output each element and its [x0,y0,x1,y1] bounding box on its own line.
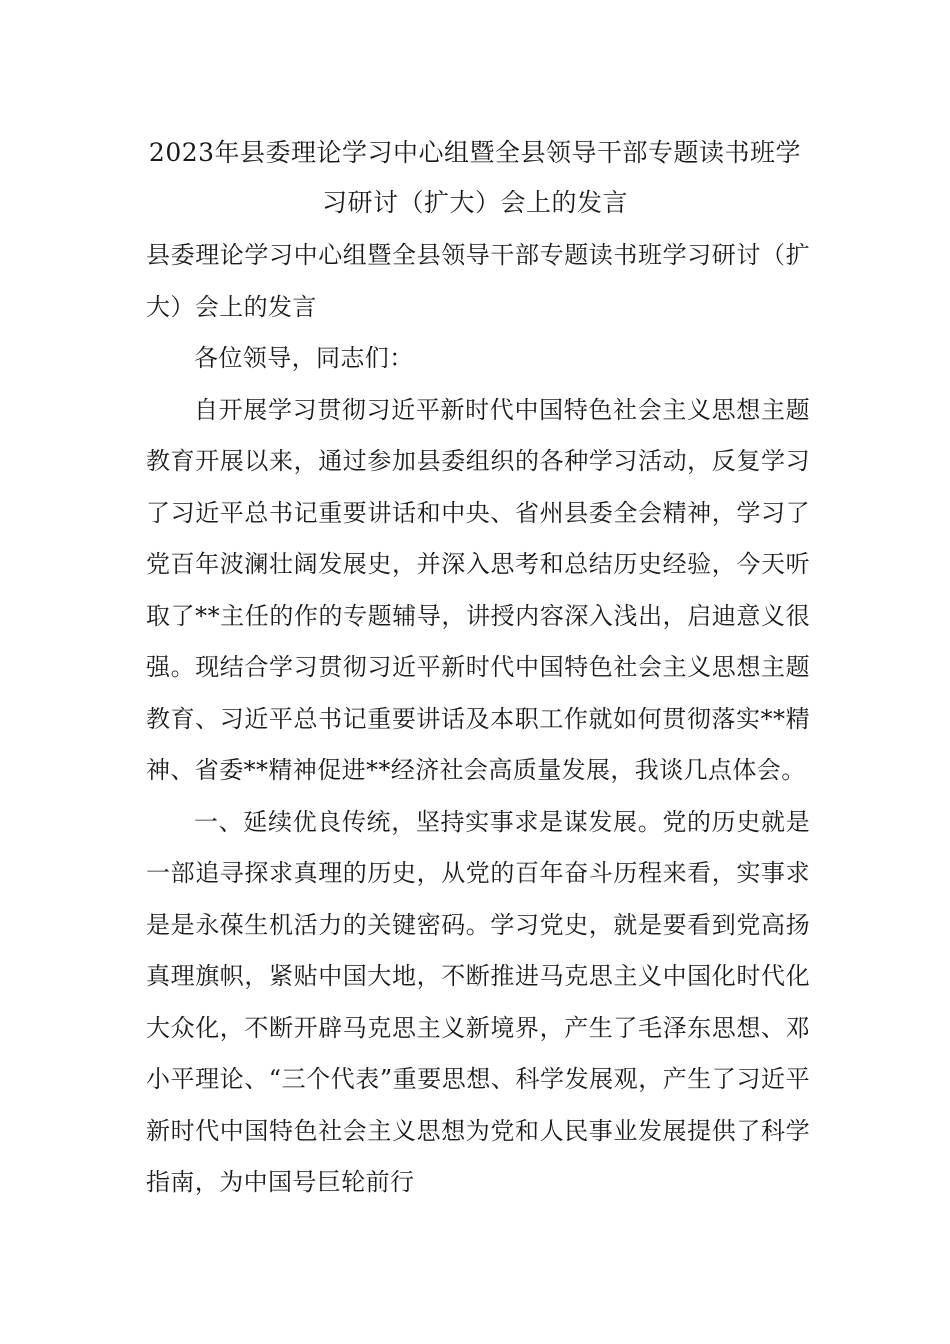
document-subtitle: 县委理论学习中心组暨全县领导干部专题读书班学习研讨（扩大）会上的发言 [146,241,810,321]
paragraph-intro: 自开展学习贯彻习近平新时代中国特色社会主义思想主题教育开展以来，通过参加县委组织的各种学习活动，反复学习了习近平总书记重要讲话和中央、省州县委全会精神，学习了党百年波澜壮阔发展史，并深入思考和总结历史经验，今天听取了**主任的作的专题辅导，讲授内容深入浅出，启迪意义很强。现结合学习贯彻习近平新时代中国特色社会主义思想主题教育、习近平总书记重要讲话及本职工作就如何贯彻落实**精神、省委**精神促进**经济社会高质量发展，我谈几点体会。 [146,395,810,784]
salutation: 各位领导，同志们： [194,344,414,372]
paragraph-section-one: 一、延续优良传统，坚持实事求是谋发展。党的历史就是一部追寻探求真理的历史，从党的百年奋斗历程来看，实事求是是永葆生机活力的关键密码。学习党史，就是要看到党高扬真理旗帜，紧贴中国大地，不断推进马克思主义中国化时代化大众化，不断开辟马克思主义新境界，产生了毛泽东思想、邓小平理论、“三个代表”重要思想、科学发展观，产生了习近平新时代中国特色社会主义思想为党和人民事业发展提供了科学指南，为中国号巨轮前行 [146,807,810,1196]
document-body [146,230,810,1209]
document-title: 2023年县委理论学习中心组暨全县领导干部专题读书班学习研讨（扩大）会上的发言 [148,138,802,217]
